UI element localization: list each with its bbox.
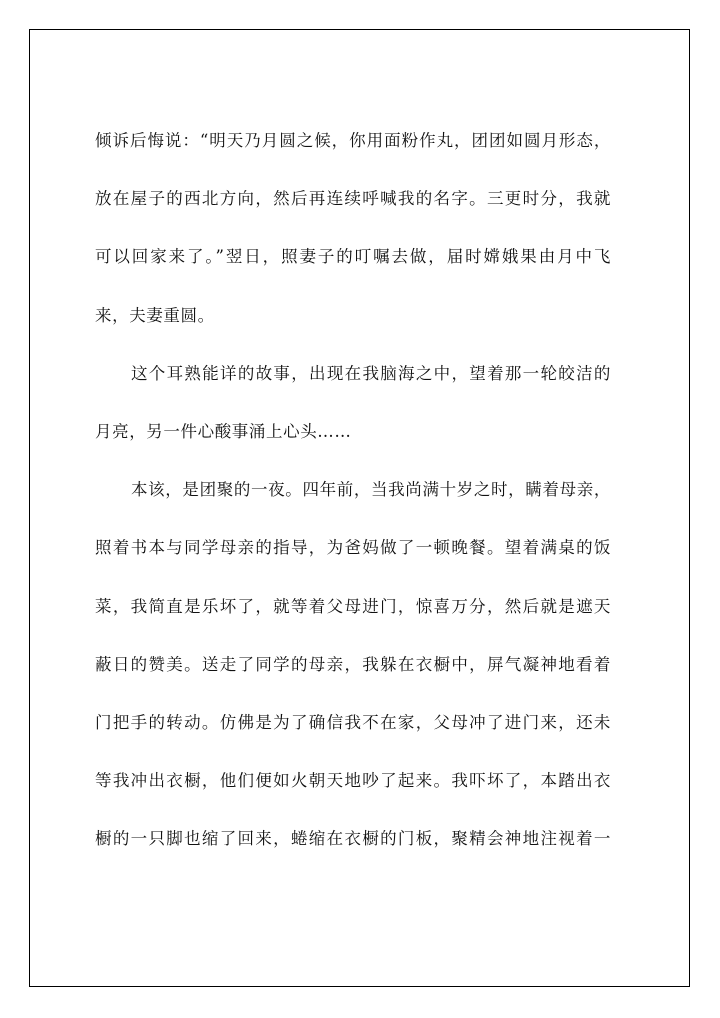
text-line: 倾诉后悔说：“明天乃月圆之候，你用面粉作丸，团团如圆月形态，: [95, 131, 611, 150]
paragraph-first-line: 这个耳熟能详的故事，出现在我脑海之中，望着那一轮皎洁的: [131, 363, 611, 383]
text-line: 菜，我简直是乐坏了，就等着父母进门，惊喜万分，然后就是遮天: [95, 596, 611, 616]
text-line: 门把手的转动。仿佛是为了确信我不在家，父母冲了进门来，还未: [95, 712, 611, 732]
text-line: 放在屋子的西北方向，然后再连续呼喊我的名字。三更时分，我就: [95, 189, 611, 209]
text-line: 可以回家来了。”翌日，照妻子的叮嘱去做，届时嫦娥果由月中飞: [95, 247, 611, 267]
text-line: 照着书本与同学母亲的指导，为爸妈做了一顿晚餐。望着满桌的饭: [95, 538, 611, 558]
paragraph-first-line: 本该，是团聚的一夜。四年前，当我尚满十岁之时，瞒着母亲，: [131, 480, 611, 500]
document-body: [95, 118, 611, 874]
text-line: 蔽日的赞美。送走了同学的母亲，我躲在衣橱中，屏气凝神地看着: [95, 654, 611, 674]
text-line: 月亮，另一件心酸事涌上心头……: [95, 421, 352, 441]
text-line: 等我冲出衣橱，他们便如火朝天地吵了起来。我吓坏了，本踏出衣: [95, 771, 611, 791]
text-line: 橱的一只脚也缩了回来，蜷缩在衣橱的门板，聚精会神地注视着一: [95, 829, 611, 849]
text-line: 来，夫妻重圆。: [95, 305, 215, 325]
